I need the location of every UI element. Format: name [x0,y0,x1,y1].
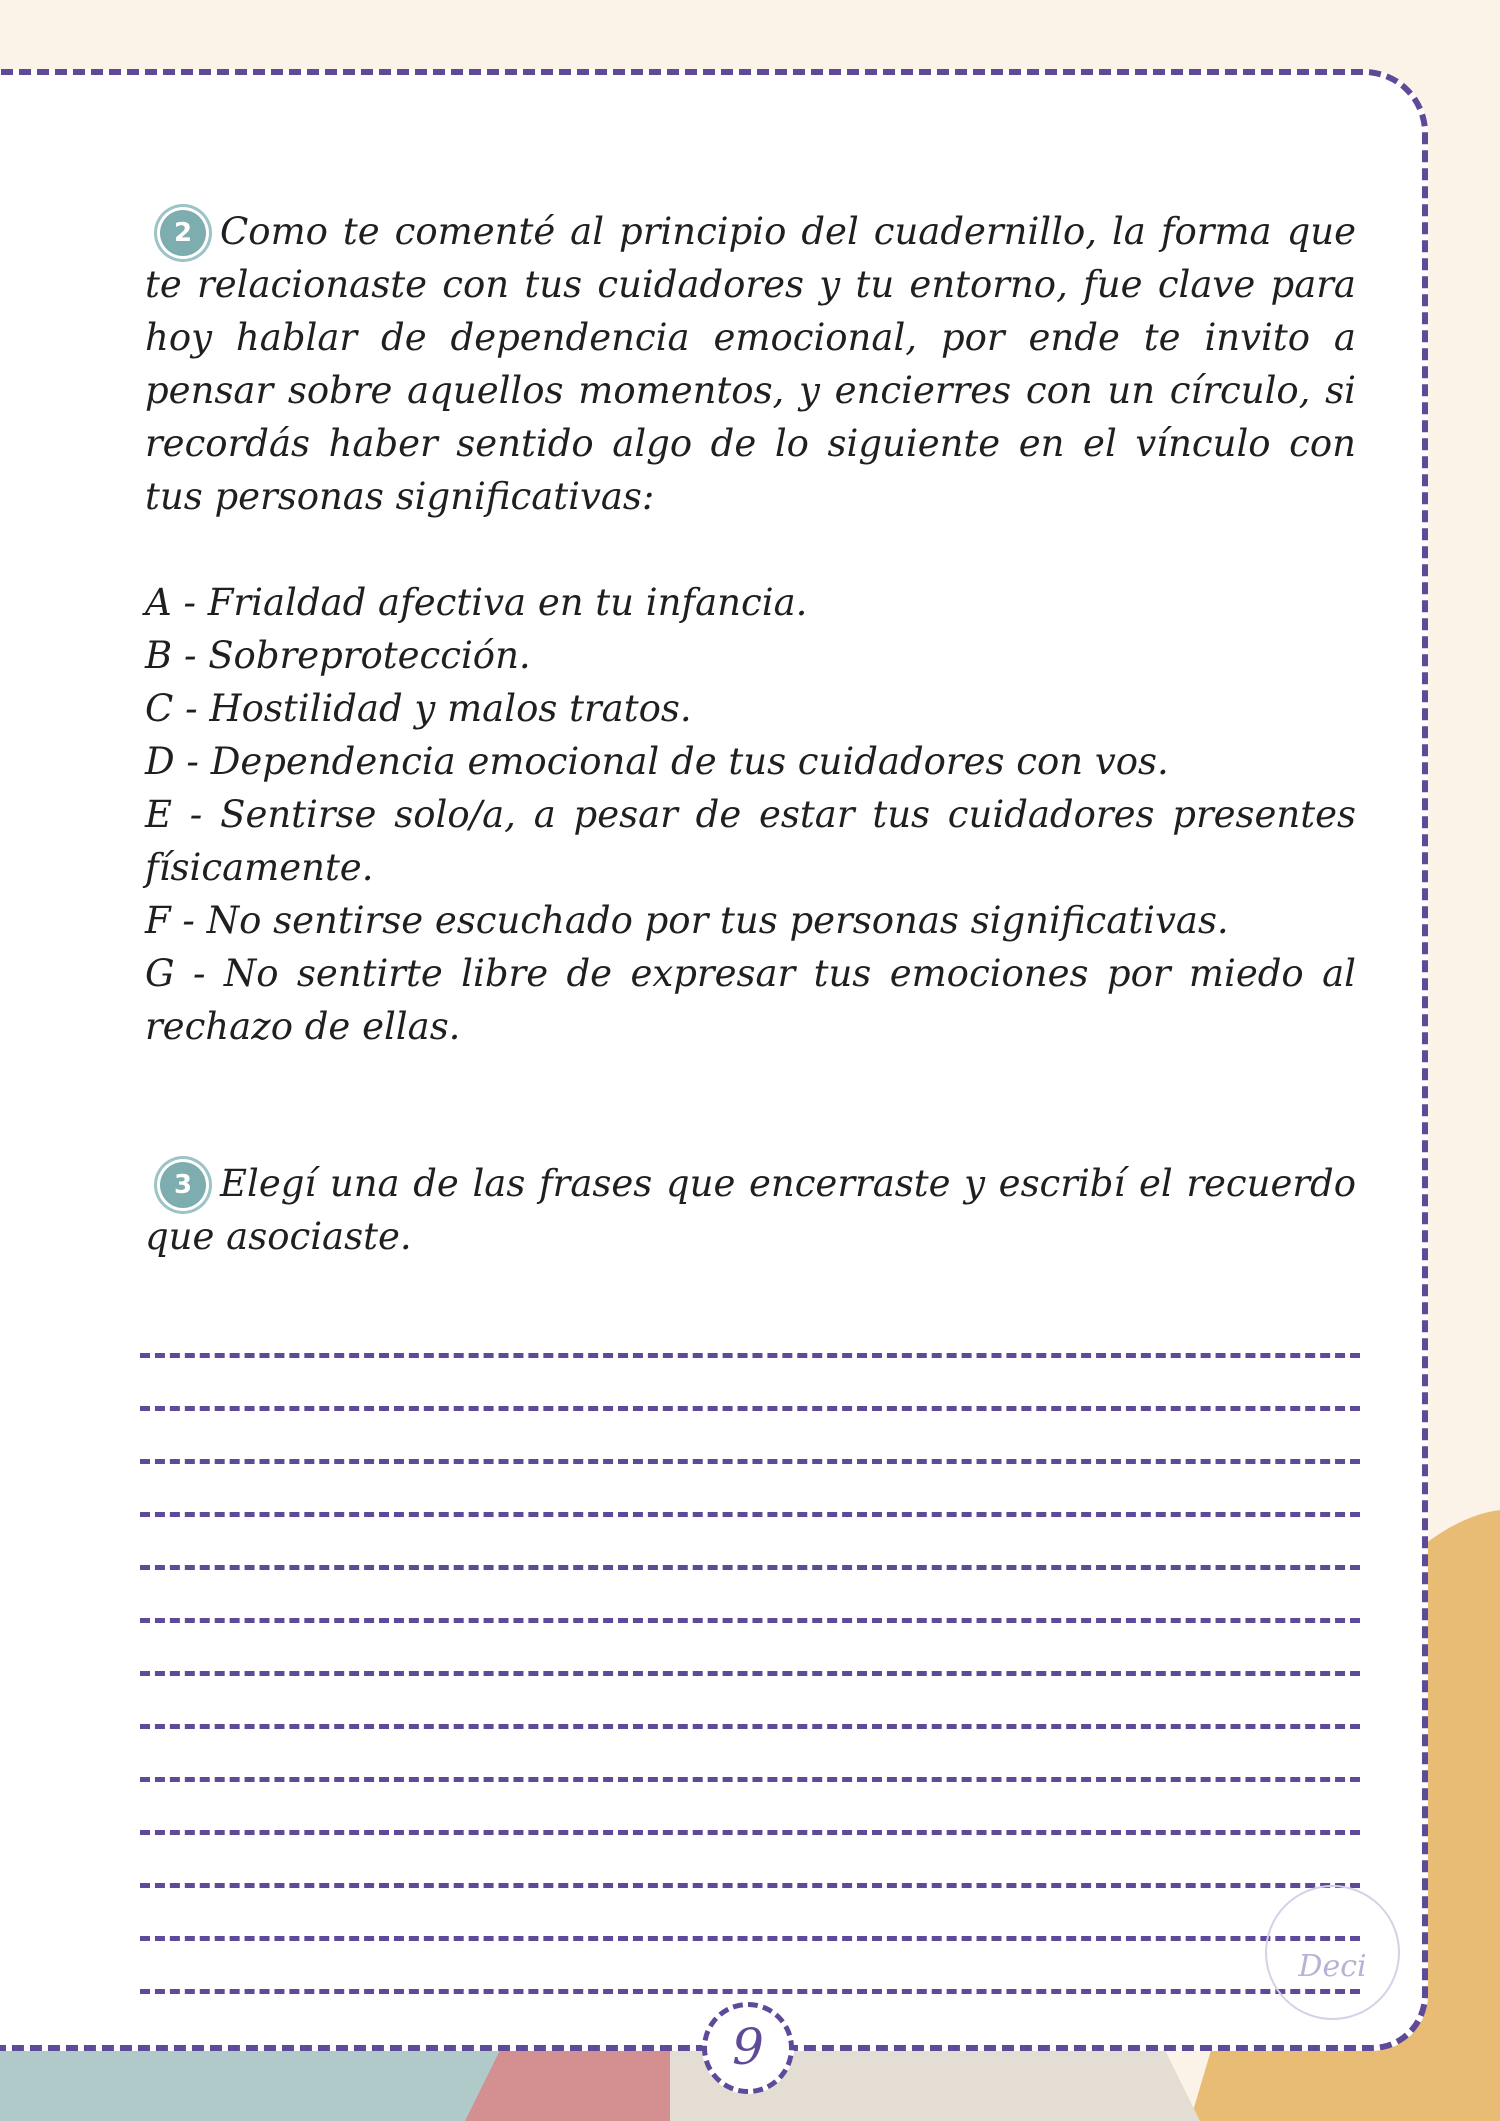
writing-line[interactable] [140,1676,1360,1729]
writing-line[interactable] [140,1729,1360,1782]
writing-line[interactable] [140,1464,1360,1517]
writing-line[interactable] [140,1570,1360,1623]
answer-lines[interactable] [140,1305,1360,1994]
question-2-body: Como te comenté al principio del cuadernillo, la forma que te relacionaste con tus cuidadores y tu entorno, fue clave para hoy hablar de dependencia emocional, por ende te invito a pensar sobre aquellos momentos, y encierres con un círculo, si recordás haber sentido algo de lo siguiente en el vínculo con tus personas significativas: [145,210,1356,518]
writing-line[interactable] [140,1517,1360,1570]
question-3-body: Elegí una de las frases que encerraste y escribí el recuerdo que asociaste. [145,1162,1356,1258]
writing-line[interactable] [140,1411,1360,1464]
logo-mark-icon: Deci [1265,1885,1400,2020]
writing-line[interactable] [140,1888,1360,1941]
writing-line[interactable] [140,1358,1360,1411]
writing-line[interactable] [140,1623,1360,1676]
writing-line[interactable] [140,1782,1360,1835]
question-3-badge: 3 [160,1162,206,1208]
question-3-text [145,1157,1356,1263]
option-c[interactable]: C - Hostilidad y malos tratos. [145,687,692,730]
writing-line[interactable] [140,1835,1360,1888]
writing-line[interactable] [140,1941,1360,1994]
question-3 [145,1157,1356,1263]
option-f[interactable]: F - No sentirse escuchado por tus personas significativas. [145,899,1229,942]
options-list [145,576,1356,1053]
option-d[interactable]: D - Dependencia emocional de tus cuidadores con vos. [145,740,1169,783]
question-2 [145,205,1356,1053]
page-number: 9 [702,2002,794,2094]
teal-bottom-shape [0,2050,520,2121]
question-2-badge: 2 [160,210,206,256]
option-a[interactable]: A - Frialdad afectiva en tu infancia. [145,581,808,624]
option-e[interactable]: E - Sentirse solo/a, a pesar de estar tus cuidadores presentes físicamente. [145,793,1356,889]
question-2-text [145,205,1356,523]
option-b[interactable]: B - Sobreprotección. [145,634,531,677]
option-g[interactable]: G - No sentirte libre de expresar tus emociones por miedo al rechazo de ellas. [145,952,1356,1048]
writing-line[interactable] [140,1305,1360,1358]
